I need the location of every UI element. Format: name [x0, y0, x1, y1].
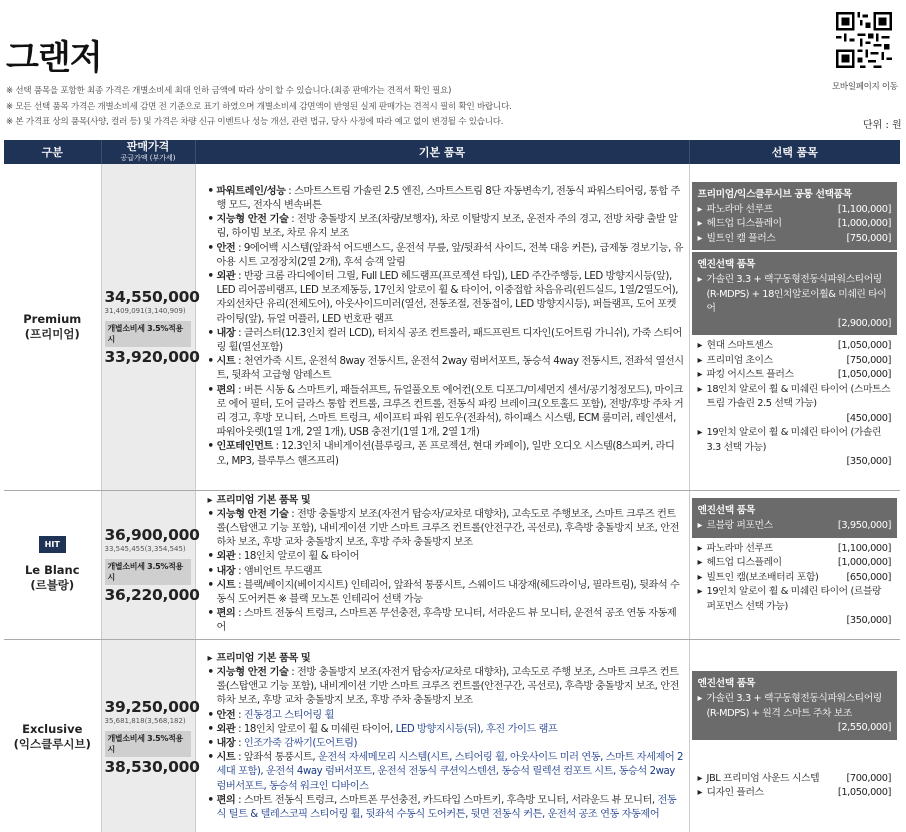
supply-value: 33,545,455(3,354,545) — [104, 544, 186, 553]
basic-item: • 지능형 안전 기술 : 전방 충돌방지 보조(자전거 탑승자/교차로 대향차), 고속도로 주행 보조, 스마트 크루즈 컨트롤(스탑앤고 기능 포함), 내비게이션 기반 스마트 크루즈 컨트롤(안전구간, 곡선로), 후측방 충돌방지 보조, 안전하차 보조, 후방 교차 충돌방지 보조, 후방 주차 충돌방지 보조 — [208, 666, 685, 709]
notice-line: ※ 본 가격표 상의 품목(사양, 컬러 등) 및 가격은 차량 신규 이벤트나 성능 개선, 관련 법규, 당사 사정에 따라 예고 없이 변경될 수 있습니다. — [6, 117, 504, 127]
tax-price-value: 36,220,000 — [104, 585, 200, 604]
basic-item: • 파워트레인/성능 : 스마트스트림 가솔린 2.5 엔진, 스마트스트림 8단 자동변속기, 전동식 파워스티어링, 통합 주행 모드, 전자식 변속버튼 — [208, 185, 685, 213]
qr-label: 모바일페이지 이동 — [832, 82, 898, 92]
header-basic: 기본 품목 — [195, 140, 689, 164]
trim-row-leblanc — [4, 490, 900, 639]
option-item[interactable]: ▸ 프리미엄 초이스 [750,000] — [698, 354, 892, 369]
tax-badge: 개별소비세 3.5%적용시 — [105, 731, 191, 757]
tax-badge: 개별소비세 3.5%적용시 — [105, 559, 191, 585]
unit-label: 단위 : 원 — [863, 120, 902, 131]
option-item[interactable]: ▸ 헤드업 디스플레이 [1,000,000] — [698, 556, 892, 571]
trim-row-premium — [4, 164, 900, 490]
basic-items — [195, 639, 689, 832]
option-items — [689, 490, 900, 639]
basic-item: • 편의 : 스마트 전동식 트렁크, 스마트폰 무선충전, 카드타입 스마트키, 후측방 모니터, 서라운드 뷰 모니터, 전동식 틸트 & 텔레스코픽 스티어링 휠, 뒷좌석 수동식 도어커튼, 뒷면 전동식 커튼, 운전석 공조 연동 자동제어 — [208, 794, 685, 822]
basic-item: • 지능형 안전 기술 : 전방 충돌방지 보조(차량/보행자), 차로 이탈방지 보조, 운전자 주의 경고, 전방 차량 출발 알림, 하이빔 보조, 차로 유지 보조 — [208, 213, 685, 241]
option-item[interactable]: ▸ 파노라마 선루프 [1,100,000] — [698, 542, 892, 557]
option-item[interactable]: ▸ 빌트인 캠 플러스 [750,000] — [698, 232, 892, 247]
basic-item: • 인포테인먼트 : 12.3인치 내비게이션(블루링크, 폰 프로젝션, 현대 카페이), 일반 오디오 시스템(8스피커, 라디오, MP3, 블루투스 핸즈프리) — [208, 440, 685, 468]
price-value: 39,250,000 — [104, 698, 200, 717]
hit-badge: HIT — [39, 536, 66, 553]
trim-price — [101, 164, 200, 490]
header-price: 판매가격 공급가액 (부가세) — [101, 140, 195, 164]
trim-price — [101, 490, 200, 639]
supply-value: 31,409,091(3,140,909) — [104, 306, 186, 315]
trim-price — [101, 639, 200, 832]
basic-item: • 시트 : 블랙/베이지(베이지시트) 인테리어, 앞좌석 통풍시트, 스웨이드 내장재(헤드라이닝, 필라트림), 뒷좌석 수동식 도어커튼 ※ 블랙 모노톤 인테리어 선택 가능 — [208, 579, 685, 607]
price-value: 36,900,000 — [104, 525, 200, 544]
option-item[interactable]: ▸ 파노라마 선루프 [1,100,000] — [698, 203, 892, 218]
supply-value: 35,681,818(3,568,182) — [104, 717, 186, 726]
qr-code-icon[interactable] — [836, 12, 892, 68]
tax-price-value: 38,530,000 — [104, 758, 200, 777]
tax-price-value: 33,920,000 — [104, 347, 200, 366]
trim-name: Premium (프리미엄) — [4, 164, 101, 490]
option-item[interactable]: ▸ 가솔린 3.3 + 랙구동형전동식파워스티어링 (R-MDPS) + 18인치알로이휠& 미쉐린 타이어 [2,900,000] — [698, 273, 892, 331]
header-options: 선택 품목 — [689, 140, 900, 164]
price-value: 34,550,000 — [104, 287, 200, 306]
basic-item: • 안전 : 진동경고 스티어링 휠 — [208, 709, 685, 723]
basic-items — [195, 164, 689, 490]
trim-row-exclusive — [4, 639, 900, 832]
option-group: 엔진선택 품목 ▸ 가솔린 3.3 + 랙구동형전동식파워스티어링 (R-MDPS) + 18인치알로이휠& 미쉐린 타이어 [2,900,000] — [692, 252, 898, 335]
header-trim: 구분 — [4, 140, 101, 164]
basic-item: • 시트 : 천연가죽 시트, 운전석 8way 전동시트, 운전석 2way 럼버서포트, 동승석 4way 전동시트, 전좌석 열선시트, 뒷좌석 고급형 암레스트 — [208, 355, 685, 383]
option-list — [692, 770, 898, 803]
table-header-row — [4, 140, 900, 164]
option-item[interactable]: ▸ 헤드업 디스플레이 [1,000,000] — [698, 217, 892, 232]
option-group: 엔진선택 품목 ▸ 가솔린 3.3 + 랙구동형전동식파워스티어링 (R-MDPS) + 원격 스마트 주차 보조 [2,550,000] — [692, 671, 898, 740]
option-item[interactable]: ▸ 르블랑 퍼포먼스 [3,950,000] — [698, 519, 892, 534]
option-list — [692, 337, 898, 472]
basic-item: • 내장 : 앰비언트 무드램프 — [208, 565, 685, 579]
basic-item: • 편의 : 스마트 전동식 트렁크, 스마트폰 무선충전, 후측방 모니터, 서라운드 뷰 모니터, 운전석 공조 연동 자동제어 — [208, 607, 685, 635]
header-price-sub: 공급가액 (부가세) — [120, 153, 176, 162]
trim-name: Exclusive (익스클루시브) — [4, 639, 101, 832]
basic-item: • 외관 : 반광 크롬 라디에이터 그릴, Full LED 헤드램프(프로젝션 타입), LED 주간주행등, LED 방향지시등(앞), LED 리어콤비램프, LED 보조제동등, 17인치 알로이 휠 & 타이어, 이중접합 차음유리(윈드실드, 1열/2열도어), 자외선차단 유리(전체도어), 아웃사이드미러(열선, 전동조절, 전동접이, LED 방향지시등), 퍼들램프, 도어 포켓 라이팅(앞), 듀얼 머플러, LED 번호판 램프 — [208, 270, 685, 327]
basic-item: • 안전 : 9에어백 시스템(앞좌석 어드밴스드, 운전석 무릎, 앞/뒷좌석 사이드, 전복 대응 커튼), 급제동 경보기능, 유아용 시트 고정장치(2열 2개), 후석 승객 알림 — [208, 242, 685, 270]
option-item[interactable]: ▸ 파킹 어시스트 플러스 [1,050,000] — [698, 368, 892, 383]
basic-item: • 내장 : 클러스터(12.3인치 컬러 LCD), 터치식 공조 컨트롤러, 패드프린트 디자인(도어트림 가니쉬), 가죽 스티어링 휠(열선포함) — [208, 327, 685, 355]
option-item[interactable]: ▸ 가솔린 3.3 + 랙구동형전동식파워스티어링 (R-MDPS) + 원격 스마트 주차 보조 [2,550,000] — [698, 692, 892, 736]
option-list — [692, 540, 898, 631]
option-group: 프리미엄/익스클루시브 공통 선택품목 ▸ 파노라마 선루프 [1,100,000] ▸ 헤드업 디스플레이 [1,000,000] ▸ 빌트인 캠 플러스 [750,000] — [692, 182, 898, 251]
option-item[interactable]: ▸ 현대 스마트센스 [1,050,000] — [698, 339, 892, 354]
basic-item: ▸ 프리미엄 기본 품목 및 — [208, 494, 685, 508]
notice-line: ※ 모든 선택 품목 가격은 개별소비세 감면 전 기준으로 표기 하였으며 개별소비세 감면액이 반영된 실제 판매가는 견적시 필히 확인 바랍니다. — [6, 101, 512, 112]
option-items — [689, 164, 900, 490]
tax-badge: 개별소비세 3.5%적용시 — [105, 321, 191, 347]
basic-item: • 내장 : 인조가죽 감싸기(도어트림) — [208, 737, 685, 751]
price-table — [4, 140, 900, 832]
notice-list — [6, 84, 512, 131]
basic-item: • 외관 : 18인치 알로이 휠 & 타이어 — [208, 550, 685, 564]
option-group: 엔진선택 품목 ▸ 르블랑 퍼포먼스 [3,950,000] — [692, 498, 898, 538]
basic-item: • 시트 : 앞좌석 통풍시트, 운전석 자세메모리 시스템(시트, 스티어링 휠, 아웃사이드 미러 연동, 스마트 자세제어 2세대 포함), 운전석 4way 럼버서포트, 운전석 전동식 쿠션익스텐션, 동승석 릴렉션 컴포트 시트, 동승석 2way 럼버서포트, 동승석 워크인 디바이스 — [208, 751, 685, 794]
basic-item: • 외관 : 18인치 알로이 휠 & 미쉐린 타이어, LED 방향지시등(뒤), 후진 가이드 램프 — [208, 723, 685, 737]
option-item[interactable]: ▸ 19인치 알로이 휠 & 미쉐린 타이어 (가솔린 3.3 선택 가능) [350,000] — [698, 426, 892, 470]
notice-line: ※ 선택 품목을 포함한 최종 가격은 개별소비세 최대 인하 금액에 따라 상이 할 수 있습니다.(최종 판매가는 견적서 확인 필요) — [6, 86, 452, 96]
option-item[interactable]: ▸ JBL 프리미엄 사운드 시스템 [700,000] — [698, 772, 892, 787]
page-title: 그랜저 — [6, 38, 102, 78]
option-item[interactable]: ▸ 디자인 플러스 [1,050,000] — [698, 786, 892, 801]
trim-name: HIT Le Blanc (르블랑) — [4, 490, 101, 639]
basic-item: ▸ 프리미엄 기본 품목 및 — [208, 652, 685, 666]
basic-items — [195, 490, 689, 639]
basic-item: • 지능형 안전 기술 : 전방 충돌방지 보조(자전거 탑승자/교차로 대향차), 고속도로 주행보조, 스마트 크루즈 컨트롤(스탑앤고 기능 포함), 내비게이션 기반 스마트 크루즈 컨트롤(안전구간, 곡선로), 후측방 충돌방지 보조, 안전하차 보조, 후방 교차 충돌방지 보조, 후방 주차 충돌방지 보조 — [208, 508, 685, 551]
option-item[interactable]: ▸ 19인치 알로이 휠 & 미쉐린 타이어 (르블랑 퍼포먼스 선택 가능) [350,000] — [698, 585, 892, 629]
option-item[interactable]: ▸ 빌트인 캠(보조배터리 포함) [650,000] — [698, 571, 892, 586]
option-items — [689, 639, 900, 832]
option-item[interactable]: ▸ 18인치 알로이 휠 & 미쉐린 타이어 (스마트스트림 가솔린 2.5 선택 가능) [450,000] — [698, 383, 892, 427]
basic-item: • 편의 : 버튼 시동 & 스마트키, 패들쉬프트, 듀얼풀오토 에어컨(오토 디포그/미세먼지 센서/공기청정모드), 마이크로 에어 필터, 도어 글라스 통합 컨트롤, 크루즈 컨트롤, 전동식 파킹 브레이크(오토홀드 포함), 전방/후방 주차 거리 경고, 후방 모니터, 스마트 트렁크, 세이프티 파워 윈도우(전좌석), 하이패스 시스템, ECM 룸미러, 레인센서, 파워아웃렛(1열 1개, 2열 1개), USB 충전기(1열 1개, 2열 1개) — [208, 384, 685, 441]
